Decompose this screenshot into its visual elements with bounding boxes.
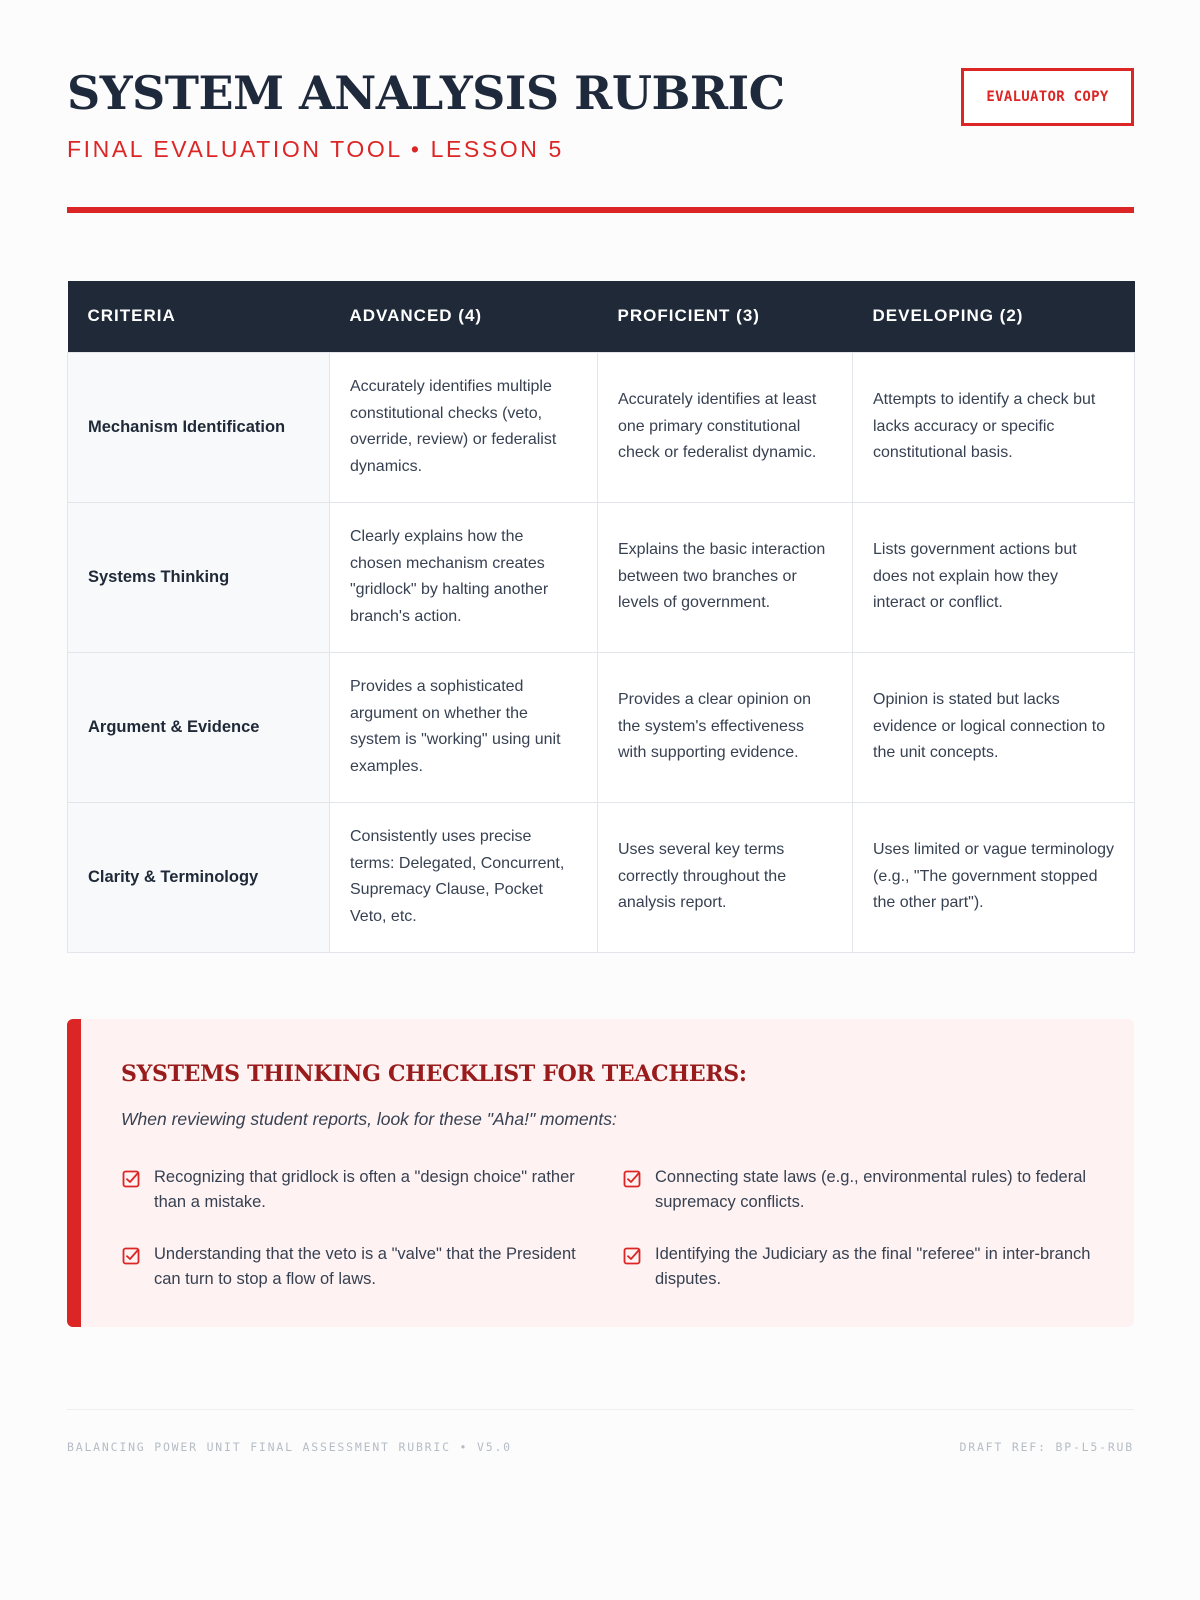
developing-cell: Attempts to identify a check but lacks accuracy or specific constitutional basis. (853, 352, 1135, 502)
footer-divider (67, 1409, 1134, 1410)
advanced-cell: Clearly explains how the chosen mechanism creates "gridlock" by halting another branch's action. (330, 502, 598, 652)
checklist-item-text: Connecting state laws (e.g., environmental rules) to federal supremacy conflicts. (655, 1168, 1087, 1211)
developing-cell: Lists government actions but does not explain how they interact or conflict. (853, 502, 1135, 652)
table-row (68, 502, 1135, 652)
checklist-intro: When reviewing student reports, look for these "Aha!" moments: (121, 1109, 617, 1129)
rubric-table (67, 281, 1135, 953)
rubric-header (68, 281, 1135, 352)
column-header-proficient: PROFICIENT (3) (598, 281, 853, 352)
checklist-item-text: Recognizing that gridlock is often a "design choice" rather than a mistake. (154, 1168, 575, 1211)
evaluator-copy-badge: EVALUATOR COPY (961, 68, 1134, 126)
checkbox-checked-icon (121, 1169, 141, 1189)
criteria-cell: Clarity & Terminology (68, 802, 330, 952)
checklist-title: SYSTEMS THINKING CHECKLIST FOR TEACHERS: (121, 1061, 747, 1087)
footer-reference: DRAFT REF: BP-L5-RUB (959, 1440, 1134, 1454)
checklist-item-text: Identifying the Judiciary as the final "referee" in inter-branch disputes. (655, 1245, 1091, 1288)
developing-cell: Uses limited or vague terminology (e.g., "The government stopped the other part"). (853, 802, 1135, 952)
column-header-advanced: ADVANCED (4) (330, 281, 598, 352)
checklist-accent-bar (67, 1019, 81, 1327)
table-row (68, 352, 1135, 502)
teacher-checklist-panel (67, 1019, 1134, 1327)
criteria-cell: Mechanism Identification (68, 352, 330, 502)
footer-title: BALANCING POWER UNIT FINAL ASSESSMENT RUBRIC • V5.0 (67, 1440, 512, 1454)
proficient-cell: Uses several key terms correctly throughout the analysis report. (598, 802, 853, 952)
header-divider (67, 207, 1134, 213)
criteria-cell: Argument & Evidence (68, 652, 330, 802)
checklist-item-text: Understanding that the veto is a "valve" that the President can turn to stop a flow of laws. (154, 1245, 576, 1288)
proficient-cell: Provides a clear opinion on the system's effectiveness with supporting evidence. (598, 652, 853, 802)
rubric-body (68, 352, 1135, 952)
table-row (68, 802, 1135, 952)
proficient-cell: Accurately identifies at least one primary constitutional check or federalist dynamic. (598, 352, 853, 502)
checklist-item (622, 1165, 1092, 1215)
developing-cell: Opinion is stated but lacks evidence or logical connection to the unit concepts. (853, 652, 1135, 802)
page-header (67, 66, 1134, 216)
page-subtitle: FINAL EVALUATION TOOL • LESSON 5 (67, 136, 564, 162)
checkbox-checked-icon (622, 1169, 642, 1189)
checklist-item (622, 1242, 1092, 1292)
criteria-cell: Systems Thinking (68, 502, 330, 652)
proficient-cell: Explains the basic interaction between two branches or levels of government. (598, 502, 853, 652)
column-header-developing: DEVELOPING (2) (853, 281, 1135, 352)
header-row (68, 281, 1135, 352)
advanced-cell: Provides a sophisticated argument on whether the system is "working" using unit examples. (330, 652, 598, 802)
table-row (68, 652, 1135, 802)
checkbox-checked-icon (622, 1246, 642, 1266)
advanced-cell: Accurately identifies multiple constitutional checks (veto, override, review) or federalist dynamics. (330, 352, 598, 502)
checklist-item (121, 1242, 591, 1292)
checkbox-checked-icon (121, 1246, 141, 1266)
checklist-item (121, 1165, 591, 1215)
page-title: SYSTEM ANALYSIS RUBRIC (67, 66, 785, 120)
column-header-criteria: CRITERIA (68, 281, 330, 352)
advanced-cell: Consistently uses precise terms: Delegated, Concurrent, Supremacy Clause, Pocket Veto, etc. (330, 802, 598, 952)
